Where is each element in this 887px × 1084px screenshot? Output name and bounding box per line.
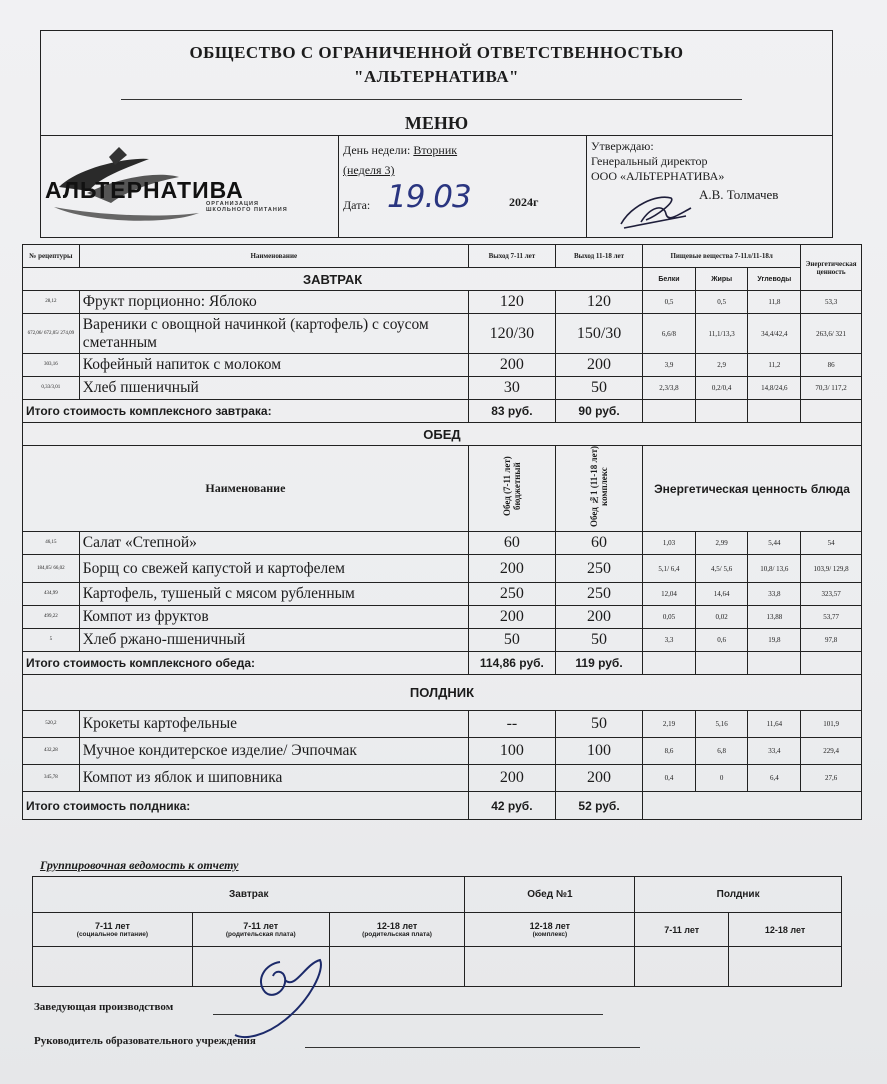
portion-11-18: 100 xyxy=(555,738,642,765)
energy: 97,8 xyxy=(801,629,862,652)
portion-7-11: 200 xyxy=(468,606,555,629)
table-row xyxy=(23,532,862,555)
dish-name: Компот из яблок и шиповника xyxy=(79,765,468,792)
recipe-num: 0,33/3,01 xyxy=(23,377,80,400)
carbs: 5,44 xyxy=(748,532,801,555)
recipe-num: 520,2 xyxy=(23,711,80,738)
carbs: 11,2 xyxy=(748,354,801,377)
fats: 0 xyxy=(695,765,748,792)
approval-line: Утверждаю: xyxy=(591,139,654,153)
grp-col5: 7-11 лет xyxy=(635,913,729,947)
dish-name: Кофейный напиток с молоком xyxy=(79,354,468,377)
dish-name: Крокеты картофельные xyxy=(79,711,468,738)
grp-col1 xyxy=(33,913,193,947)
dish-name: Картофель, тушеный с мясом рубленным xyxy=(79,583,468,606)
total-label: Итого стоимость комплексного обеда: xyxy=(23,652,469,675)
recipe-num: 303,16 xyxy=(23,354,80,377)
portion-7-11: 120/30 xyxy=(468,314,555,354)
carbs: 19,8 xyxy=(748,629,801,652)
fats: 5,16 xyxy=(695,711,748,738)
portion-11-18: 50 xyxy=(555,377,642,400)
section-snack-title: ПОЛДНИК xyxy=(23,675,862,711)
date-value-handwritten: 19.03 xyxy=(387,179,471,215)
portion-7-11: -- xyxy=(468,711,555,738)
table-row xyxy=(23,377,862,400)
grp-col6: 12-18 лет xyxy=(729,913,842,947)
portion-11-18: 120 xyxy=(555,291,642,314)
carbs: 14,8/24,6 xyxy=(748,377,801,400)
portion-11-18: 250 xyxy=(555,555,642,583)
grp-col2 xyxy=(192,913,329,947)
grp-col1-sub: (социальное питание) xyxy=(76,930,149,938)
empty-cell xyxy=(801,400,862,423)
portion-11-18: 50 xyxy=(555,711,642,738)
col-recipe-num: № рецептуры xyxy=(23,245,80,268)
carbs: 34,4/42,4 xyxy=(748,314,801,354)
fats: 14,64 xyxy=(695,583,748,606)
portion-11-18: 50 xyxy=(555,629,642,652)
table-row xyxy=(23,711,862,738)
day-of-week xyxy=(343,143,457,158)
dish-name: Салат «Степной» xyxy=(79,532,468,555)
carbs: 33,8 xyxy=(748,583,801,606)
grp-breakfast: Завтрак xyxy=(33,877,465,913)
dish-name: Борщ со свежей капустой и картофелем xyxy=(79,555,468,583)
dish-name: Фрукт порционно: Яблоко xyxy=(79,291,468,314)
dish-name: Хлеб пшеничный xyxy=(79,377,468,400)
table-row xyxy=(23,314,862,354)
total-7-11: 83 руб. xyxy=(468,400,555,423)
grouping-title: Группировочная ведомость к отчету xyxy=(40,858,239,872)
signature-line xyxy=(305,1047,640,1048)
carbs: 10,8/ 13,6 xyxy=(748,555,801,583)
recipe-num: 184,05/ 66,02 xyxy=(23,555,80,583)
portion-7-11: 30 xyxy=(468,377,555,400)
lunch-col-energy: Энергетическая ценность блюда xyxy=(643,446,862,532)
day-value: Вторник xyxy=(413,143,458,157)
energy: 27,6 xyxy=(801,765,862,792)
table-row xyxy=(23,765,862,792)
grp-col3-sub: (родительская плата) xyxy=(362,930,432,938)
grp-col4-sub: (комплекс) xyxy=(532,930,568,938)
grp-snack: Полдник xyxy=(635,877,842,913)
proteins: 0,05 xyxy=(643,606,696,629)
portion-7-11: 50 xyxy=(468,629,555,652)
carbs: 11,8 xyxy=(748,291,801,314)
org-name-line1: ОБЩЕСТВО С ОГРАНИЧЕННОЙ ОТВЕТСТВЕННОСТЬЮ xyxy=(189,43,684,62)
date-label: Дата: xyxy=(343,198,371,212)
portion-11-18: 60 xyxy=(555,532,642,555)
total-row xyxy=(23,400,862,423)
fats: 4,5/ 5,6 xyxy=(695,555,748,583)
carbs: 33,4 xyxy=(748,738,801,765)
fats: 2,99 xyxy=(695,532,748,555)
total-row xyxy=(23,792,862,820)
recipe-num: 432,28 xyxy=(23,738,80,765)
director-signature-icon xyxy=(616,186,696,231)
recipe-num: 434,99 xyxy=(23,583,80,606)
recipe-num: 499,22 xyxy=(23,606,80,629)
portion-11-18: 200 xyxy=(555,354,642,377)
header-divider xyxy=(121,99,742,100)
grp-col3-label: 12-18 лет xyxy=(376,920,418,931)
week-number: (неделя 3) xyxy=(343,163,395,177)
col-carbs: Углеводы xyxy=(748,268,801,291)
empty-cell xyxy=(729,947,842,987)
lunch-col-budget xyxy=(468,446,555,532)
col-energy: Энергетическая ценность xyxy=(801,245,862,291)
fats: 2,9 xyxy=(695,354,748,377)
energy: 101,9 xyxy=(801,711,862,738)
energy: 70,3/ 117,2 xyxy=(801,377,862,400)
proteins: 3,9 xyxy=(643,354,696,377)
total-row xyxy=(23,652,862,675)
empty-cell xyxy=(643,400,696,423)
energy: 53,77 xyxy=(801,606,862,629)
fats: 0,5 xyxy=(695,291,748,314)
energy: 86 xyxy=(801,354,862,377)
grp-col4 xyxy=(465,913,635,947)
portion-7-11: 60 xyxy=(468,532,555,555)
empty-cell xyxy=(748,400,801,423)
recipe-num: 28,12 xyxy=(23,291,80,314)
empty-cell xyxy=(801,652,862,675)
proteins: 6,6/8 xyxy=(643,314,696,354)
proteins: 2,19 xyxy=(643,711,696,738)
table-row xyxy=(23,606,862,629)
lunch-col-budget-text: Обед (7-11 лет) бюджетный xyxy=(501,456,522,517)
empty-cell xyxy=(33,947,193,987)
header-box xyxy=(40,30,833,238)
approval-line: Генеральный директор xyxy=(591,154,708,168)
total-label: Итого стоимость полдника: xyxy=(23,792,469,820)
table-row xyxy=(23,629,862,652)
grp-col1-label: 7-11 лет xyxy=(94,920,130,931)
col-name: Наименование xyxy=(79,245,468,268)
org-name-line2: "АЛЬТЕРНАТИВА" xyxy=(354,67,519,86)
carbs: 6,4 xyxy=(748,765,801,792)
proteins: 12,04 xyxy=(643,583,696,606)
energy: 263,6/ 321 xyxy=(801,314,862,354)
lunch-col-complex-text: Обед №1 (11-18 лет) комплекс xyxy=(589,445,610,528)
dish-name: Вареники с овощной начинкой (картофель) с соусом сметанным xyxy=(79,314,468,354)
header-separator xyxy=(41,135,832,136)
menu-table xyxy=(22,244,862,820)
fats: 11,1/13,3 xyxy=(695,314,748,354)
empty-cell xyxy=(329,947,465,987)
lunch-col-name: Наименование xyxy=(23,446,469,532)
table-row xyxy=(23,354,862,377)
handwritten-signature-icon xyxy=(225,950,335,1050)
portion-7-11: 250 xyxy=(468,583,555,606)
grouping-table xyxy=(32,876,842,987)
lunch-col-complex xyxy=(555,446,642,532)
table-row xyxy=(23,291,862,314)
portion-11-18: 250 xyxy=(555,583,642,606)
energy: 53,3 xyxy=(801,291,862,314)
dish-name: Компот из фруктов xyxy=(79,606,468,629)
menu-title: МЕНЮ xyxy=(404,113,469,133)
grp-lunch: Обед №1 xyxy=(465,877,635,913)
empty-cell xyxy=(695,400,748,423)
header-column-separator xyxy=(586,135,587,237)
total-7-11: 114,86 руб. xyxy=(468,652,555,675)
portion-7-11: 200 xyxy=(468,354,555,377)
section-lunch-title: ОБЕД xyxy=(23,423,862,446)
portion-11-18: 150/30 xyxy=(555,314,642,354)
date-year: 2024г xyxy=(509,195,539,209)
approval-line: ООО «АЛЬТЕРНАТИВА» xyxy=(591,169,725,183)
school-head-label: Руководитель образовательного учреждения xyxy=(34,1035,256,1047)
production-head-label: Заведующая производством xyxy=(34,1001,174,1013)
grp-col3 xyxy=(329,913,465,947)
col-nutrients: Пищевые вещества 7-11л/11-18л xyxy=(643,245,801,268)
day-label: День недели: xyxy=(343,143,411,157)
section-breakfast-title: ЗАВТРАК xyxy=(23,268,643,291)
dish-name: Мучное кондитерское изделие/ Эчпочмак xyxy=(79,738,468,765)
proteins: 0,5 xyxy=(643,291,696,314)
logo-subtitle: ОРГАНИЗАЦИЯ ШКОЛЬНОГО ПИТАНИЯ xyxy=(206,201,288,213)
carbs: 13,88 xyxy=(748,606,801,629)
fats: 0,2/0,4 xyxy=(695,377,748,400)
col-proteins: Белки xyxy=(643,268,696,291)
portion-7-11: 200 xyxy=(468,555,555,583)
proteins: 1,03 xyxy=(643,532,696,555)
total-11-18: 52 руб. xyxy=(555,792,642,820)
carbs: 11,64 xyxy=(748,711,801,738)
portion-7-11: 200 xyxy=(468,765,555,792)
total-7-11: 42 руб. xyxy=(468,792,555,820)
logo-wordmark: АЛЬТЕРНАТИВА xyxy=(45,177,244,203)
empty-cell xyxy=(643,792,862,820)
portion-11-18: 200 xyxy=(555,606,642,629)
empty-cell xyxy=(643,652,696,675)
total-11-18: 119 руб. xyxy=(555,652,642,675)
fats: 6,8 xyxy=(695,738,748,765)
portion-11-18: 200 xyxy=(555,765,642,792)
director-name: А.В. Толмачев xyxy=(699,187,779,202)
empty-cell xyxy=(748,652,801,675)
energy: 323,57 xyxy=(801,583,862,606)
grp-col4-label: 12-18 лет xyxy=(529,920,571,931)
fats: 0,6 xyxy=(695,629,748,652)
header-column-separator xyxy=(338,135,339,237)
energy: 229,4 xyxy=(801,738,862,765)
empty-cell xyxy=(465,947,635,987)
proteins: 8,6 xyxy=(643,738,696,765)
table-row xyxy=(23,583,862,606)
proteins: 3,3 xyxy=(643,629,696,652)
energy: 54 xyxy=(801,532,862,555)
grp-col2-label: 7-11 лет xyxy=(243,920,279,931)
proteins: 5,1/ 6,4 xyxy=(643,555,696,583)
recipe-num: 46,15 xyxy=(23,532,80,555)
table-row xyxy=(23,738,862,765)
recipe-num: 672,06/ 672,05/ 274,09 xyxy=(23,314,80,354)
proteins: 0,4 xyxy=(643,765,696,792)
col-fats: Жиры xyxy=(695,268,748,291)
empty-cell xyxy=(695,652,748,675)
grp-col2-sub: (родительская плата) xyxy=(225,930,296,938)
approval-block xyxy=(591,139,724,184)
total-11-18: 90 руб. xyxy=(555,400,642,423)
col-out-11-18: Выход 11-18 лет xyxy=(555,245,642,268)
proteins: 2,3/3,8 xyxy=(643,377,696,400)
recipe-num: 345,78 xyxy=(23,765,80,792)
dish-name: Хлеб ржано-пшеничный xyxy=(79,629,468,652)
portion-7-11: 120 xyxy=(468,291,555,314)
portion-7-11: 100 xyxy=(468,738,555,765)
total-label: Итого стоимость комплексного завтрака: xyxy=(23,400,469,423)
col-out-7-11: Выход 7-11 лет xyxy=(468,245,555,268)
energy: 103,9/ 129,8 xyxy=(801,555,862,583)
table-row xyxy=(23,555,862,583)
fats: 0,02 xyxy=(695,606,748,629)
recipe-num: 5 xyxy=(23,629,80,652)
empty-cell xyxy=(635,947,729,987)
